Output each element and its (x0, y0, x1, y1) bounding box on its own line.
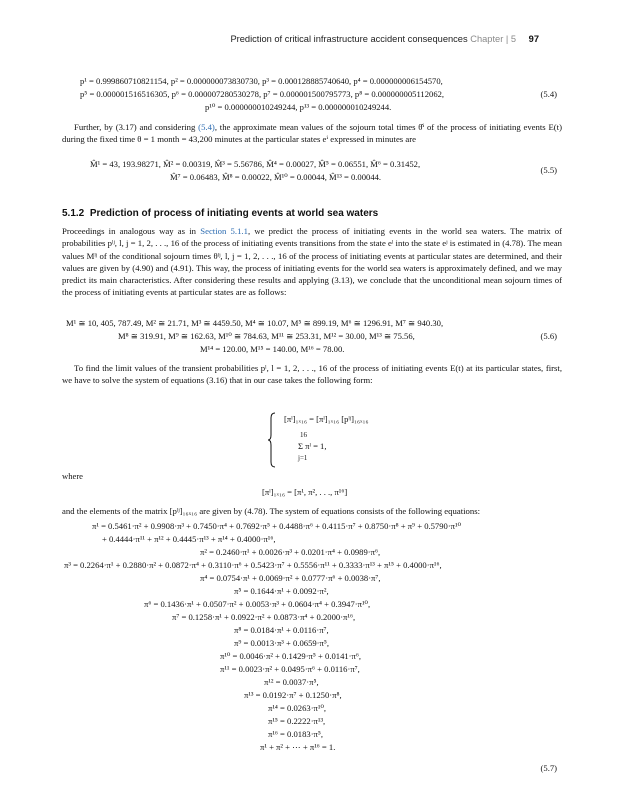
paragraph-sojourn-times (62, 121, 562, 146)
para2-text-a: Proceedings in analogous way as in (62, 226, 201, 236)
paragraph-system-intro: and the elements of the matrix [pˡʲ]₁₆ₓ₁₆ are given by (4.78). The system of equations consists of the following equations: (62, 506, 481, 516)
eq57-line: + 0.4444·π¹¹ + π¹² + 0.4445·π¹³ + π¹⁴ + 0.4000·π¹⁶, (102, 534, 276, 544)
eq57-line: π¹ + π² + ⋯ + π¹⁶ = 1. (260, 742, 336, 752)
system-matrix-equation: [πˡ]₁ₓ₁₆ = [πˡ]₁ₓ₁₆ [pˡʲ]₁₆ₓ₁₆ (284, 414, 369, 424)
eq56-line2: M⁸ ≅ 319.91, M⁹ ≅ 162.63, M¹⁰ ≅ 784.63, M¹¹ ≅ 253.31, M¹² = 30.00, M¹³ ≅ 75.56, (118, 331, 415, 341)
eq57-line: π¹⁶ = 0.0183·π⁵, (268, 729, 324, 739)
paragraph-limit-values: To find the limit values of the transient probabilities pˡ, l = 1, 2, . . ., 16 of the process of initiating events E(t) at its particular states, first, we have to solve the system of equations (3.16) that in our case takes the following form: (62, 363, 562, 386)
eq57-number: (5.7) (540, 763, 557, 773)
eq54-link[interactable]: (5.4) (198, 122, 215, 132)
sum-lower-limit: j=1 (298, 454, 308, 462)
eq55-line1: M̂¹ = 43, 193.98271, M̂² = 0.00319, M̂³ = 5.56786, M̂⁴ = 0.00027, M̂⁵ = 0.06551, M̂⁶ = 0.31452, (90, 159, 421, 169)
eq57-line: π⁶ = 0.1436·π¹ + 0.0507·π² + 0.0053·π³ + 0.0604·π⁴ + 0.3947·π¹⁰, (144, 599, 371, 609)
sum-upper-limit: 16 (300, 431, 307, 439)
page-number: 97 (528, 34, 539, 44)
para1-text-a: Further, by (3.17) and considering (74, 122, 199, 132)
eq54-line3: p¹⁰ = 0.000000010249244, p¹³ = 0.000000010249244. (205, 102, 392, 112)
eq56-line1: M¹ ≅ 10, 405, 787.49, M² ≅ 21.71, M³ ≅ 4459.50, M⁴ ≅ 10.07, M⁵ ≅ 899.19, M⁶ ≅ 1296.91, M⁷ ≅ 940.30, (66, 318, 444, 328)
eq57-line: π⁵ = 0.1644·π¹ + 0.0092·π², (234, 586, 329, 596)
eq54-line1: p¹ = 0.999860710821154, p² = 0.000000073830730, p³ = 0.000128885740640, p⁴ = 0.000000006154570, (80, 76, 443, 86)
eq57-line: π¹⁴ = 0.0263·π¹⁰, (268, 703, 327, 713)
eq56-number: (5.6) (540, 331, 557, 341)
eq57-line: π¹⁵ = 0.2222·π¹³, (268, 716, 326, 726)
section-heading (62, 208, 378, 219)
eq55-number: (5.5) (540, 165, 557, 175)
eq57-line: π⁷ = 0.1258·π¹ + 0.0922·π² + 0.0873·π⁴ + 0.2000·π¹⁶, (172, 612, 356, 622)
system-brace (268, 412, 276, 468)
where-label: where (62, 471, 83, 481)
eq57-line: π¹² = 0.0037·π⁵, (264, 677, 319, 687)
eq55-line2: M̂⁷ = 0.06483, M̂⁸ = 0.00022, M̂¹⁰ = 0.00044, M̂¹³ = 0.00044. (170, 172, 382, 182)
eq57-line: π⁹ = 0.0013·π³ + 0.0659·π⁵, (234, 638, 330, 648)
eq54-line2: p⁵ = 0.000001516516305, p⁶ = 0.000007280530278, p⁷ = 0.000001500795773, p⁸ = 0.000000005112062, (80, 89, 445, 99)
eq57-line: π¹ = 0.5461·π² + 0.9908·π³ + 0.7450·π⁴ + 0.7692·π⁵ + 0.4488·π⁶ + 0.4115·π⁷ + 0.8750·π⁸ + π⁹ + 0.5790·π¹⁰ (92, 521, 462, 531)
header-chapter: Chapter | 5 (470, 34, 517, 44)
eq57-line: π¹⁰ = 0.0046·π² + 0.1429·π⁵ + 0.0141·π⁶, (220, 651, 362, 661)
eq57-line: π³ = 0.2264·π¹ + 0.2880·π² + 0.0872·π⁴ + 0.3110·π⁶ + 0.5423·π⁷ + 0.5556·π¹¹ + 0.3333·π¹³ + π¹⁵ + 0.4000·π¹⁶, (64, 560, 442, 570)
eq57-line: π¹¹ = 0.0023·π² + 0.0495·π⁶ + 0.0116·π⁷, (220, 664, 360, 674)
para1-text-b: , the approximate mean values of the sojourn total times θ̂ⁱ of the process of initiating events E(t) during the fixed time θ = 1 month = 43,200 minutes at the particular states eⁱ expressed in minutes are (62, 122, 562, 145)
eq57-line: π¹³ = 0.0192·π⁷ + 0.1250·π⁸, (244, 690, 342, 700)
paragraph-world-sea-waters (62, 225, 562, 299)
section-number: 5.1.2 (62, 208, 85, 219)
eq56-line3: M¹⁴ = 120.00, M¹⁵ = 140.00, M¹⁶ = 78.00. (200, 344, 345, 354)
eq57-line: π⁴ = 0.0754·π¹ + 0.0069·π² + 0.0777·π⁶ + 0.0038·π⁷, (200, 573, 381, 583)
section-title: Prediction of process of initiating events at world sea waters (89, 208, 379, 219)
running-header (230, 34, 539, 44)
eq57-line: π² = 0.2460·π¹ + 0.0026·π³ + 0.0201·π⁴ + 0.0989·π⁶, (200, 547, 381, 557)
section-511-link[interactable]: Section 5.1.1 (200, 226, 248, 236)
para2-text-b: , we predict the process of initiating events in the world sea waters. The matrix of probabilities pˡʲ, l, j = 1, 2, . . ., 16 of the process of initiating events transitions from the state eˡ into the state eʲ is estimated in (4.78). The mean values Mˡʲ of the conditional sojourn times θˡʲ, l, j = 1, 2, . . ., 16 of the process of initiating events at particular states are determined, and their values are given by (4.90) and (4.91). This way, the process of initiating events for the world sea waters is approximately defined, and we may predict its main characteristics. After considering these results and applying (3.13), we conclude that the unconditional mean sojourn times of the process of initiating events at particular states are as follows: (62, 226, 563, 298)
eq57-line: π⁸ = 0.0184·π¹ + 0.0116·π⁷, (234, 625, 329, 635)
eq54-number: (5.4) (540, 89, 557, 99)
header-title: Prediction of critical infrastructure accident consequences (230, 34, 468, 44)
sum-equation: Σ πˡ = 1, (298, 441, 327, 451)
vector-definition: [πˡ]₁ₓ₁₆ = [π¹, π², . . ., π¹⁶] (262, 487, 348, 497)
